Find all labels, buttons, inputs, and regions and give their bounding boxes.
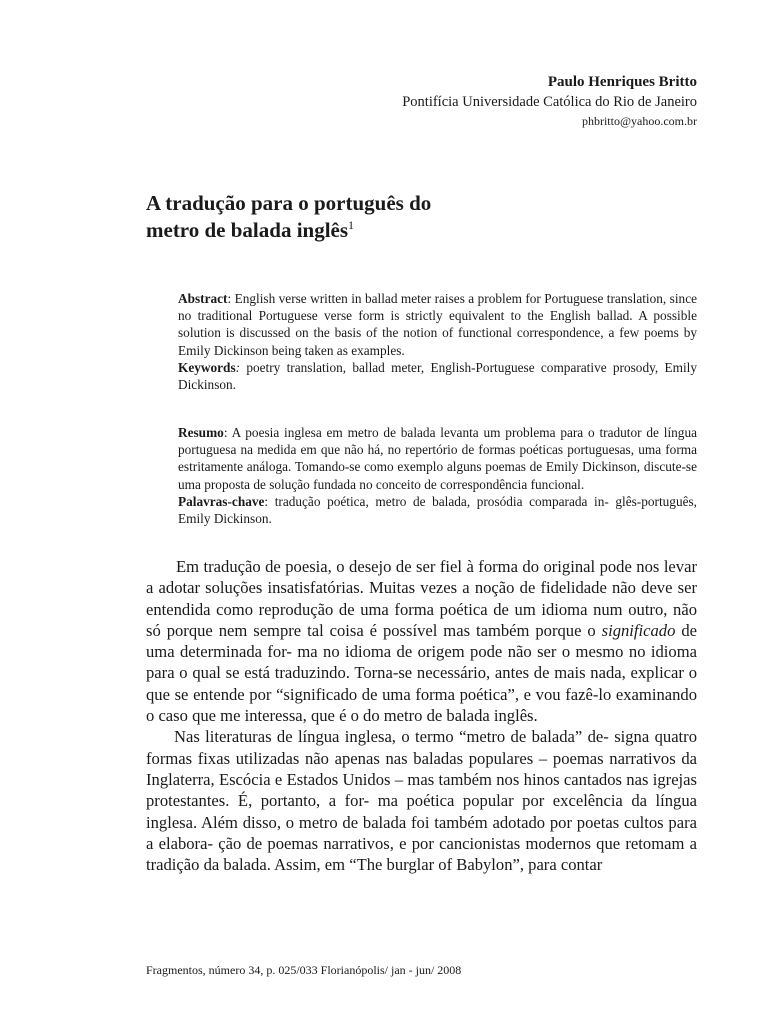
palavras-chave-text: : tradução poética, metro de balada, prosódia comparada in- glês-português, Emily Dickinson. — [178, 493, 697, 527]
resumo-label: Resumo — [178, 425, 224, 440]
abstract-section — [178, 290, 697, 393]
author-affiliation: Pontifícia Universidade Católica do Rio de Janeiro — [402, 94, 697, 110]
body-p1-emphasis: significado — [601, 620, 676, 640]
author-name: Paulo Henriques Britto — [547, 74, 697, 90]
keywords-label: Keywords — [178, 359, 236, 375]
body-p1-part1: Em tradução de poesia, o desejo de ser fiel à forma do original pode nos levar a adotar soluções insatisfatórias. Muitas vezes a noção de fidelidade não deve ser entendida como reprodução de uma forma poética de um idioma num outro, não só porque nem sempre tal coisa é possível mas também porque o — [146, 557, 697, 640]
article-title — [146, 190, 431, 244]
footnote-marker: 1 — [348, 218, 355, 232]
keywords-paragraph — [178, 359, 697, 393]
palavras-chave-paragraph — [178, 493, 697, 527]
body-paragraph-1 — [146, 556, 697, 726]
author-email: phbritto@yahoo.com.br — [581, 114, 697, 128]
palavras-chave-label: Palavras-chave — [178, 493, 265, 509]
article-body — [146, 556, 697, 875]
resumo-text: : A poesia inglesa em metro de balada levanta um problema para o tradutor de língua portuguesa na medida em que não há, no repertório de formas poéticas portuguesas, uma forma estritamente análoga. Tomando-se como exemplo alguns poemas de Emily Dickinson, discute-se uma proposta de solução fundada no conceito de correspondência funcional. — [178, 425, 697, 492]
resumo-paragraph — [178, 424, 697, 493]
abstract-label: Abstract — [178, 291, 228, 306]
body-paragraph-2: Nas literaturas de língua inglesa, o termo “metro de balada” de- signa quatro formas fixas utilizadas não apenas nas baladas populares – poemas narrativos da Inglaterra, Escócia e Estados Unidos – mas também nos hinos cantados nas igrejas protestantes. É, portanto, a for- ma poética popular por excelência da língua inglesa. Além disso, o metro de balada foi também adotado por poetas cultos para a elabora- ção de poemas narrativos, e por cancionistas modernos que retomam a tradição da balada. Assim, em “The burglar of Babylon”, para contar — [146, 727, 697, 875]
abstract-text: : English verse written in ballad meter raises a problem for Portuguese translation, since no traditional Portuguese verse form is strictly equivalent to the English ballad. A possible solution is discussed on the basis of the notion of functional correspondence, a few poems by Emily Dickinson being taken as examples. — [178, 291, 697, 358]
title-line-2-text: metro de balada inglês — [146, 218, 349, 242]
keywords-colon: : — [235, 359, 241, 375]
abstract-paragraph — [178, 290, 697, 359]
author-block — [402, 72, 697, 130]
title-line-2 — [146, 217, 431, 244]
keywords-text: poetry translation, ballad meter, English-Portuguese comparative prosody, Emily Dickinson. — [178, 359, 697, 393]
title-line-1: A tradução para o português do — [146, 191, 432, 215]
body-p1-part2: de uma determinada for- ma no idioma de origem pode não ser o mesmo no idioma para o qual se está traduzindo. Torna-se necessário, antes de mais nada, explicar o que se entende por “significado de uma forma poética”, e vou fazê-lo examinando o caso que me interessa, que é o do metro de balada inglês. — [146, 620, 697, 726]
page-footer: Fragmentos, número 34, p. 025/033 Florianópolis/ jan - jun/ 2008 — [146, 963, 462, 977]
resumo-section — [178, 424, 697, 527]
